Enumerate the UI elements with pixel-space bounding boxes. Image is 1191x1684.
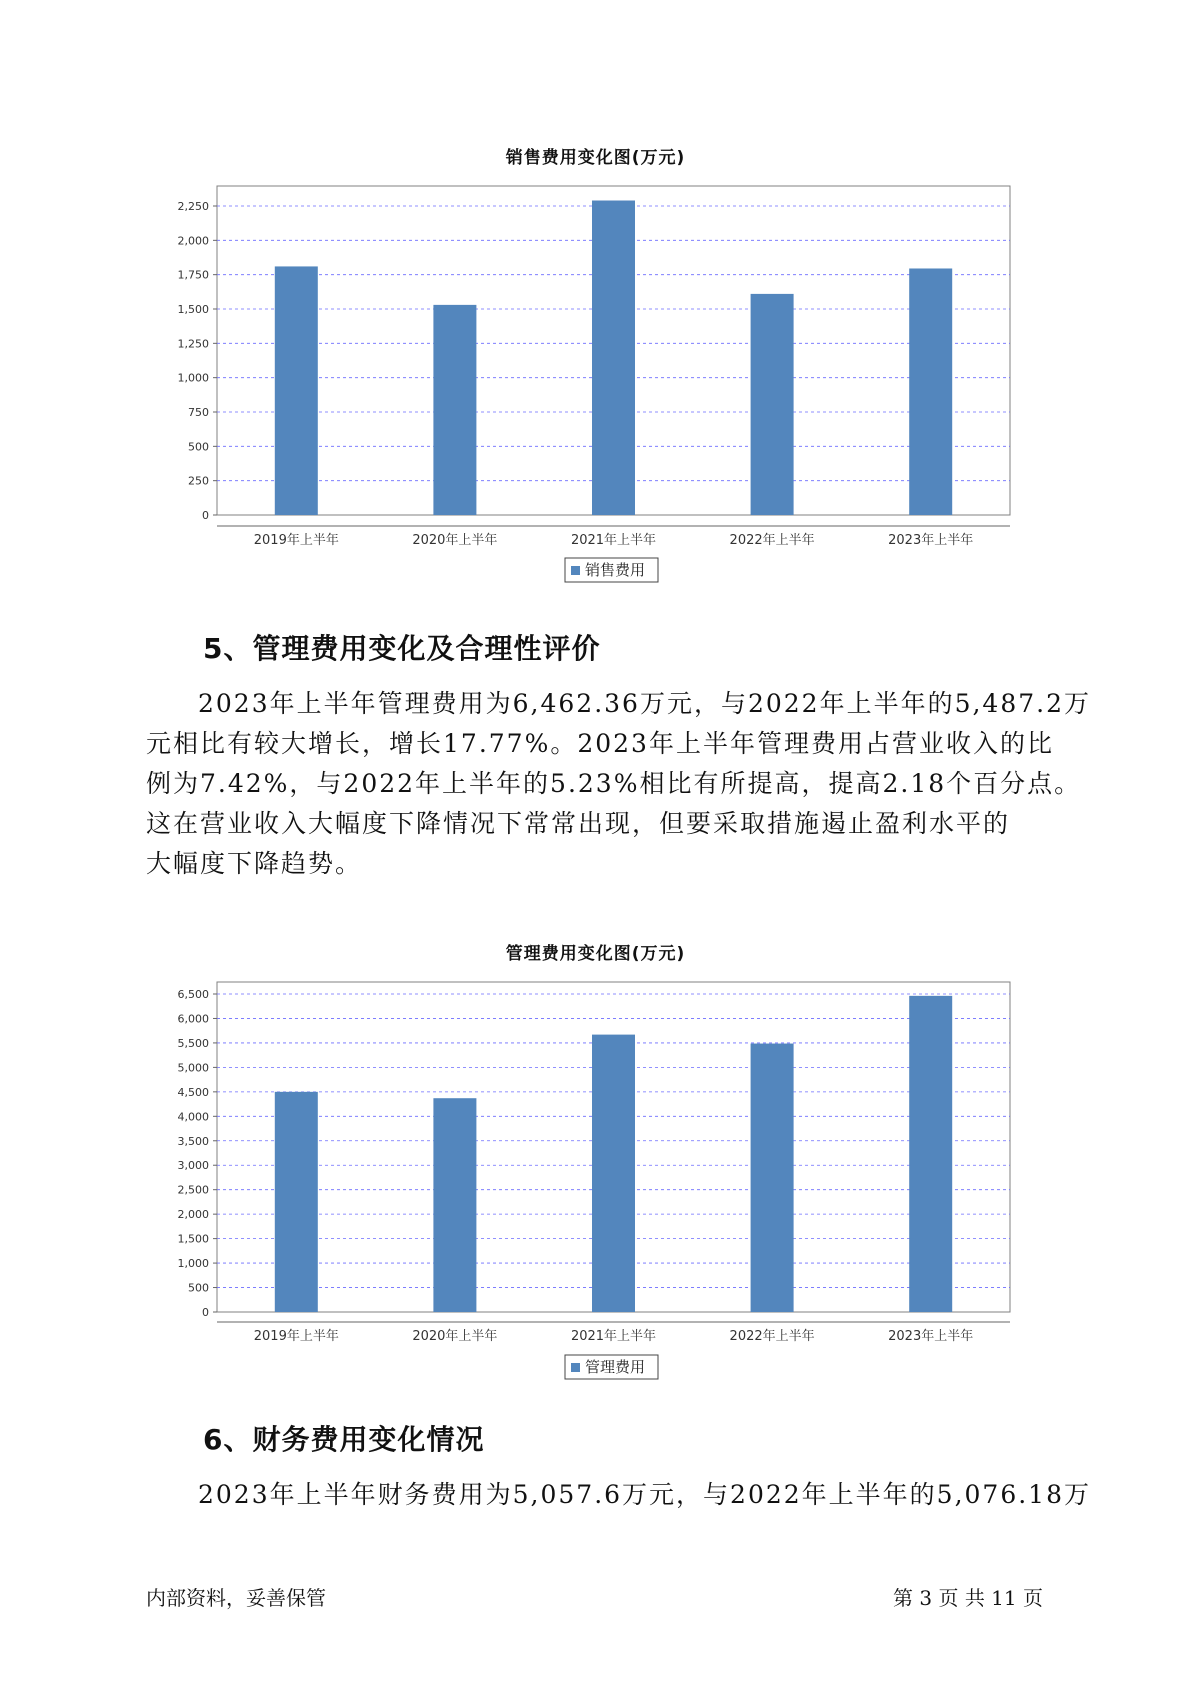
- bar: [433, 305, 476, 515]
- section5-line: 元相比有较大增长，增长17.77%。2023年上半年管理费用占营业收入的比: [146, 729, 1054, 758]
- section5-paragraph: [146, 684, 1091, 884]
- y-tick-label: 500: [188, 440, 209, 454]
- y-tick-label: 4,500: [177, 1085, 209, 1099]
- chart2-title: 管理费用变化图(万元): [505, 944, 686, 964]
- y-tick-label: 250: [188, 474, 209, 488]
- y-tick-label: 750: [188, 406, 209, 419]
- chart1-title: 销售费用变化图(万元): [505, 148, 686, 168]
- x-tick-label: 2022年上半年: [729, 1329, 815, 1344]
- y-tick-label: 500: [188, 1281, 209, 1295]
- y-tick-label: 1,250: [177, 337, 209, 351]
- section6-line: 2023年上半年财务费用为5,057.6万元，与2022年上半年的5,076.18万: [198, 1480, 1091, 1509]
- legend-label: 管理费用: [585, 1358, 646, 1376]
- y-tick-label: 5,500: [177, 1036, 209, 1050]
- section6-paragraph: [146, 1475, 1091, 1515]
- footer-left: 内部资料，妥善保管: [146, 1586, 326, 1610]
- section5-heading: 5、管理费用变化及合理性评价: [203, 632, 601, 665]
- admin-expense-chart: [0, 960, 1191, 1400]
- legend-label: 销售费用: [585, 561, 646, 579]
- y-tick-label: 6,000: [177, 1012, 209, 1026]
- section5-line: 这在营业收入大幅度下降情况下常常出现，但要采取措施遏止盈利水平的: [146, 809, 1011, 838]
- y-tick-label: 4,000: [177, 1110, 209, 1124]
- section6-heading: 6、财务费用变化情况: [203, 1423, 485, 1456]
- bar: [592, 201, 635, 515]
- footer-page-number: 第 3 页 共 11 页: [893, 1586, 1043, 1610]
- sales-expense-chart: [0, 170, 1191, 600]
- legend-swatch: [571, 1363, 580, 1372]
- y-tick-label: 6,500: [177, 988, 209, 1001]
- bar: [751, 294, 794, 515]
- y-tick-label: 0: [202, 509, 209, 522]
- y-tick-label: 2,000: [177, 234, 209, 248]
- x-tick-label: 2022年上半年: [729, 533, 815, 548]
- section5-line: 2023年上半年管理费用为6,462.36万元，与2022年上半年的5,487.2万: [198, 689, 1091, 718]
- y-tick-label: 1,000: [177, 1257, 209, 1271]
- x-tick-label: 2021年上半年: [570, 1329, 657, 1344]
- section5-line: 大幅度下降趋势。: [146, 849, 363, 878]
- section5-line: 例为7.42%，与2022年上半年的5.23%相比有所提高，提高2.18个百分点。: [146, 769, 1082, 798]
- x-tick-label: 2019年上半年: [253, 533, 339, 548]
- bar: [909, 268, 952, 515]
- y-tick-label: 1,750: [177, 268, 209, 282]
- y-tick-label: 2,500: [177, 1183, 209, 1197]
- x-tick-label: 2023年上半年: [888, 1329, 974, 1344]
- x-tick-label: 2020年上半年: [412, 533, 498, 548]
- y-tick-label: 2,250: [177, 200, 209, 213]
- bar: [433, 1098, 476, 1312]
- y-tick-label: 0: [202, 1306, 209, 1319]
- bar: [275, 1092, 318, 1312]
- x-tick-label: 2020年上半年: [412, 1329, 498, 1344]
- legend-swatch: [571, 566, 580, 575]
- y-tick-label: 1,500: [177, 1232, 209, 1246]
- bar: [275, 266, 318, 515]
- x-tick-label: 2019年上半年: [253, 1329, 339, 1344]
- y-tick-label: 1,500: [177, 303, 209, 316]
- y-tick-label: 3,000: [177, 1159, 209, 1173]
- y-tick-label: 5,000: [177, 1061, 209, 1075]
- bar: [751, 1044, 794, 1312]
- bar: [909, 996, 952, 1312]
- y-tick-label: 2,000: [177, 1208, 209, 1222]
- y-tick-label: 1,000: [177, 371, 209, 385]
- bar: [592, 1035, 635, 1312]
- x-tick-label: 2021年上半年: [570, 533, 657, 548]
- y-tick-label: 3,500: [177, 1134, 209, 1148]
- x-tick-label: 2023年上半年: [888, 533, 974, 548]
